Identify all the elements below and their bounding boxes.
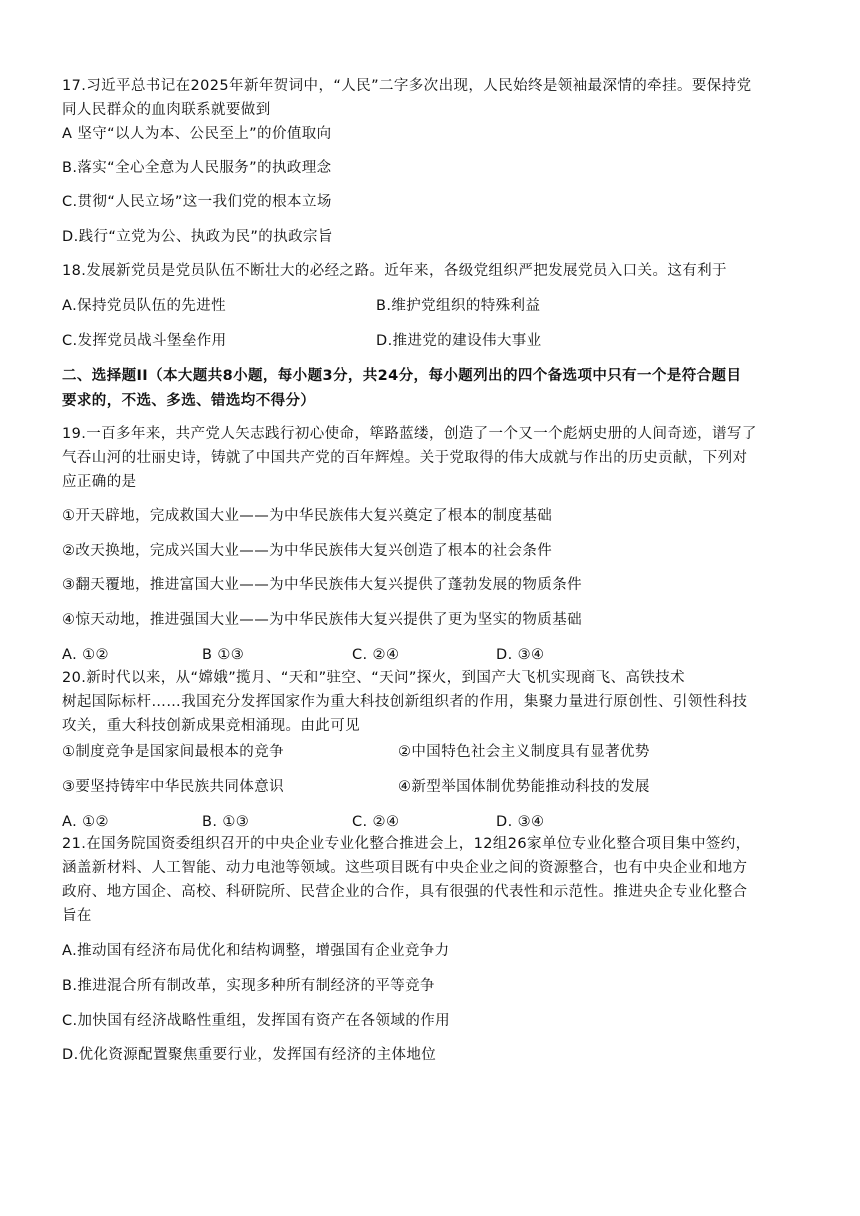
q20-option-d: D. ③④ bbox=[496, 814, 545, 830]
q19-statement-3: ③翻天覆地，推进富国大业——为中华民族伟大复兴提供了蓬勃发展的物质条件 bbox=[62, 577, 582, 593]
q17-stem-line-1: 17.习近平总书记在2025年新年贺词中，“人民”二字多次出现，人民始终是领袖最深情的牵挂。要保持党 bbox=[62, 78, 752, 94]
q19-statement-1: ①开天辟地，完成救国大业——为中华民族伟大复兴奠定了根本的制度基础 bbox=[62, 508, 553, 524]
q18-option-b: B.维护党组织的特殊利益 bbox=[376, 298, 541, 314]
q20-statement-3: ③要坚持铸牢中华民族共同体意识 bbox=[62, 779, 284, 795]
q19-stem-line-1: 19.一百多年来，共产党人矢志践行初心使命，筚路蓝缕，创造了一个又一个彪炳史册的人间奇迹，谱写了 bbox=[62, 426, 757, 442]
q21-option-d: D.优化资源配置聚焦重要行业，发挥国有经济的主体地位 bbox=[62, 1047, 437, 1063]
q19-option-b: B ①③ bbox=[202, 647, 245, 663]
section-heading-line-1: 二、选择题II（本大题共8小题，每小题3分，共24分，每小题列出的四个备选项中只有一个是符合题目 bbox=[62, 368, 742, 384]
q19-option-d: D. ③④ bbox=[496, 647, 545, 663]
q17-stem-line-2: 同人民群众的血肉联系就要做到 bbox=[62, 102, 271, 118]
q20-stem-line-2: 树起国际标杆……我国充分发挥国家作为重大科技创新组织者的作用，集聚力量进行原创性、引领性科技 bbox=[62, 694, 748, 710]
q21-stem-line-3: 政府、地方国企、高校、科研院所、民营企业的合作，具有很强的代表性和示范性。推进央企专业化整合 bbox=[62, 884, 748, 900]
q18-stem: 18.发展新党员是党员队伍不断壮大的必经之路。近年来，各级党组织严把发展党员入口关。这有利于 bbox=[62, 263, 727, 279]
q18-option-d: D.推进党的建设伟大事业 bbox=[376, 333, 542, 349]
q20-option-a: A. ①② bbox=[62, 814, 109, 830]
q19-stem-line-3: 应正确的是 bbox=[62, 474, 137, 490]
q20-option-b: B. ①③ bbox=[202, 814, 250, 830]
q18-option-c: C.发挥党员战斗堡垒作用 bbox=[62, 333, 227, 349]
q17-option-c: C.贯彻“人民立场”这一我们党的根本立场 bbox=[62, 194, 332, 210]
q20-option-c: C. ②④ bbox=[352, 814, 400, 830]
q21-option-b: B.推进混合所有制改革，实现多种所有制经济的平等竞争 bbox=[62, 978, 435, 994]
q20-statement-1: ①制度竞争是国家间最根本的竞争 bbox=[62, 744, 284, 760]
q19-statement-2: ②改天换地，完成兴国大业——为中华民族伟大复兴创造了根本的社会条件 bbox=[62, 543, 553, 559]
q21-stem-line-4: 旨在 bbox=[62, 908, 92, 924]
q17-option-b: B.落实“全心全意为人民服务”的执政理念 bbox=[62, 160, 332, 176]
q19-option-c: C. ②④ bbox=[352, 647, 400, 663]
q19-stem-line-2: 气吞山河的壮丽史诗，铸就了中国共产党的百年辉煌。关于党取得的伟大成就与作出的历史贡献，下列对 bbox=[62, 450, 748, 466]
q20-stem-line-1: 20.新时代以来，从“嫦娥”揽月、“天和”驻空、“天问”探火，到国产大飞机实现商飞、高铁技术 bbox=[62, 670, 686, 686]
q21-option-c: C.加快国有经济战略性重组，发挥国有资产在各领域的作用 bbox=[62, 1013, 451, 1029]
q17-option-d: D.践行“立党为公、执政为民”的执政宗旨 bbox=[62, 229, 333, 245]
section-heading-line-2: 要求的，不选、多选、错选均不得分） bbox=[62, 393, 316, 409]
q20-stem-line-3: 攻关，重大科技创新成果竞相涌现。由此可见 bbox=[62, 718, 360, 734]
q21-stem-line-2: 涵盖新材料、人工智能、动力电池等领域。这些项目既有中央企业之间的资源整合，也有中央企业和地方 bbox=[62, 860, 748, 876]
q18-option-a: A.保持党员队伍的先进性 bbox=[62, 298, 227, 314]
q20-statement-2: ②中国特色社会主义制度具有显著优势 bbox=[398, 744, 650, 760]
q21-option-a: A.推动国有经济布局优化和结构调整，增强国有企业竞争力 bbox=[62, 943, 450, 959]
q20-statement-4: ④新型举国体制优势能推动科技的发展 bbox=[398, 779, 650, 795]
q19-option-a: A. ①② bbox=[62, 647, 109, 663]
q17-option-a: A 坚守“以人为本、公民至上”的价值取向 bbox=[62, 126, 332, 142]
q21-stem-line-1: 21.在国务院国资委组织召开的中央企业专业化整合推进会上，12组26家单位专业化整合项目集中签约， bbox=[62, 836, 751, 852]
q19-statement-4: ④惊天动地，推进强国大业——为中华民族伟大复兴提供了更为坚实的物质基础 bbox=[62, 612, 582, 628]
